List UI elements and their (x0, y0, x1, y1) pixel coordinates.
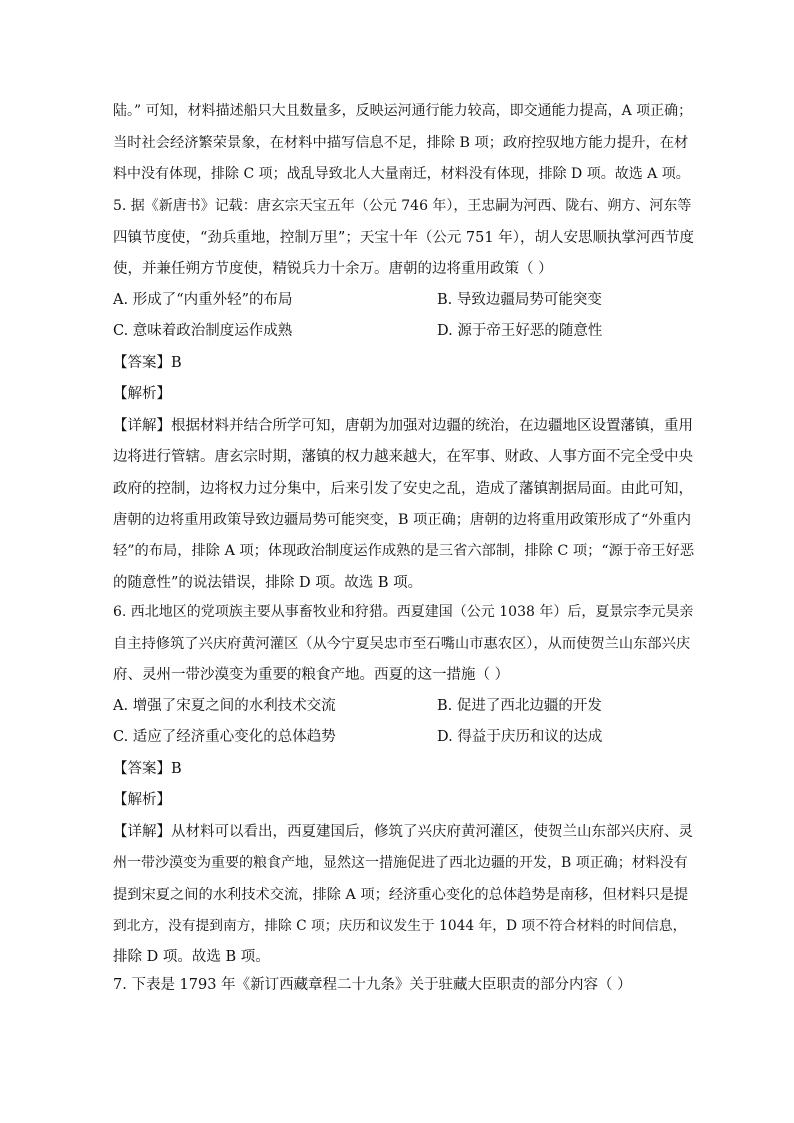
q5-detail-line-2: 边将进行管辖。唐玄宗时期，藩镇的权力越来越大，在军事、财政、人事方面不完全受中央 (113, 449, 693, 465)
q6-answer: 【答案】B (113, 761, 182, 777)
intro-line-3: 料中没有体现，排除 C 项；战乱导致北人大量南迁，材料没有体现，排除 D 项。故选 A 项。 (113, 166, 690, 182)
q5-stem-line-2: 四镇节度使，“劲兵重地，控制万里”；天宝十年（公元 751 年），胡人安思顺执掌河西节度 (113, 230, 694, 246)
q5-option-d: D. 源于帝王好恶的随意性 (437, 323, 603, 339)
q5-stem-line-1: 5. 据《新唐书》记载：唐玄宗天宝五年（公元 746 年），王忠嗣为河西、陇右、朔方、河东等 (113, 198, 692, 214)
q6-analysis-label: 【解析】 (113, 792, 171, 808)
q5-detail-line-6: 的随意性”的说法错误，排除 D 项。故选 B 项。 (113, 575, 423, 591)
q6-stem-line-2: 自主持修筑了兴庆府黄河灌区（从今宁夏吴忠市至石嘴山市惠农区），从而使贺兰山东部兴庆 (113, 636, 691, 652)
q5-option-c: C. 意味着政治制度运作成熟 (113, 323, 293, 339)
intro-line-2: 当时社会经济繁荣景象，在材料中描写信息不足，排除 B 项；政府控驭地方能力提升，在材 (113, 135, 689, 151)
q6-option-b: B. 促进了西北边疆的开发 (437, 698, 602, 714)
q6-detail-line-4: 到北方，没有提到南方，排除 C 项；庆历和议发生于 1044 年，D 项不符合材料的时间信息， (113, 918, 687, 934)
q5-answer: 【答案】B (113, 355, 182, 371)
q7-stem-line-1: 7. 下表是 1793 年《新订西藏章程二十九条》关于驻藏大臣职责的部分内容（ ） (113, 977, 632, 993)
q5-detail-line-1: 【详解】根据材料并结合所学可知，唐朝为加强对边疆的统治，在边疆地区设置藩镇，重用 (113, 418, 693, 434)
q5-detail-line-3: 政府的控制，边将权力过分集中，后来引发了安史之乱，造成了藩镇割据局面。由此可知， (113, 481, 693, 497)
q5-stem-line-3: 使，并兼任朔方节度使，精锐兵力十余万。唐朝的边将重用政策（ ） (113, 261, 553, 277)
q5-option-b: B. 导致边疆局势可能突变 (437, 292, 602, 308)
q6-stem-line-1: 6. 西北地区的党项族主要从事畜牧业和狩猎。西夏建国（公元 1038 年）后，夏景宗李元昊亲 (113, 604, 694, 620)
q6-option-d: D. 得益于庆历和议的达成 (437, 729, 603, 745)
q5-analysis-label: 【解析】 (113, 386, 171, 402)
q5-detail-line-4: 唐朝的边将重用政策导致边疆局势可能突变，B 项正确；唐朝的边将重用政策形成了“外重内 (113, 512, 692, 528)
q5-option-a: A. 形成了“内重外轻”的布局 (113, 292, 293, 308)
q6-option-a: A. 增强了宋夏之间的水利技术交流 (113, 698, 336, 714)
q6-option-c: C. 适应了经济重心变化的总体趋势 (113, 729, 336, 745)
q6-detail-line-2: 州一带沙漠变为重要的粮食产地，显然这一措施促进了西北边疆的开发，B 项正确；材料没有 (113, 855, 688, 871)
q5-detail-line-5: 轻”的布局，排除 A 项；体现政治制度运作成熟的是三省六部制，排除 C 项；“源于帝王好恶 (113, 543, 695, 559)
intro-line-1: 陆。” 可知，材料描述船只大且数量多，反映运河通行能力较高，即交通能力提高，A 项正确； (113, 103, 693, 119)
q6-detail-line-1: 【详解】从材料可以看出，西夏建国后，修筑了兴庆府黄河灌区，使贺兰山东部兴庆府、灵 (113, 824, 693, 840)
q6-detail-line-5: 排除 D 项。故选 B 项。 (113, 949, 270, 965)
q6-stem-line-3: 府、灵州一带沙漠变为重要的粮食产地。西夏的这一措施（ ） (113, 667, 510, 683)
q6-detail-line-3: 提到宋夏之间的水利技术交流，排除 A 项；经济重心变化的总体趋势是南移，但材料只是提 (113, 887, 689, 903)
